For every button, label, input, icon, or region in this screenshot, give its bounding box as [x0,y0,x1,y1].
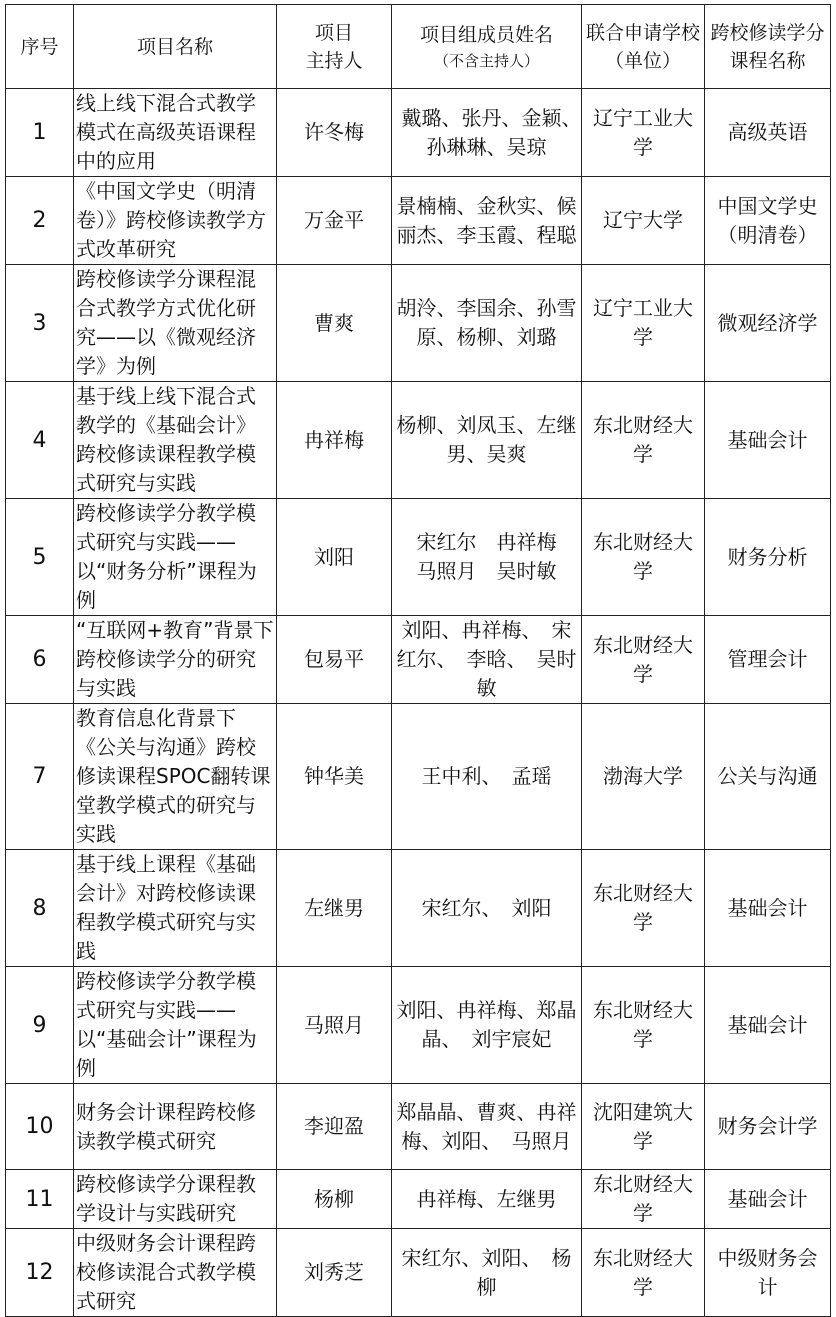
table-row [6,1170,831,1229]
row-school: 辽宁大学 [582,177,705,265]
header-members [392,5,582,89]
header-members-title: 项目组成员姓名 [419,23,553,46]
row-project-name: “互联网+教育”背景下跨校修读学分的研究与实践 [74,616,277,704]
row-project-name: 跨校修读学分教学模式研究与实践——以“财务分析”课程为例 [74,499,277,616]
table-row [6,89,831,177]
row-course: 财务分析 [705,499,831,616]
header-members-note: （不含主持人） [433,51,539,70]
row-project-name: 跨校修读学分课程教学设计与实践研究 [74,1170,277,1229]
row-members: 郑晶晶、曹爽、冉祥梅、刘阳、 马照月 [392,1084,582,1170]
row-course: 基础会计 [705,1170,831,1229]
row-seq: 1 [6,89,74,177]
row-course: 中国文学史（明清卷） [705,177,831,265]
row-project-name: 跨校修读学分教学模式研究与实践——以“基础会计”课程为例 [74,967,277,1084]
row-project-name: 基于线上课程《基础会计》对跨校修读课程教学模式研究与实践 [74,850,277,967]
row-members: 冉祥梅、左继男 [392,1170,582,1229]
row-host: 许冬梅 [277,89,392,177]
table-row [6,850,831,967]
row-school: 沈阳建筑大学 [582,1084,705,1170]
row-members: 胡泠、李国余、孙雪原、杨柳、刘璐 [392,265,582,382]
row-project-name: 《中国文学史（明清卷）》跨校修读教学方式改革研究 [74,177,277,265]
table-row [6,382,831,499]
row-host: 钟华美 [277,704,392,850]
row-course: 中级财务会计 [705,1229,831,1317]
row-host: 冉祥梅 [277,382,392,499]
row-host: 万金平 [277,177,392,265]
row-school: 渤海大学 [582,704,705,850]
row-members: 景楠楠、金秋实、候丽杰、李玉霞、程聪 [392,177,582,265]
row-seq: 3 [6,265,74,382]
table-row [6,704,831,850]
table-row [6,967,831,1084]
row-seq: 9 [6,967,74,1084]
row-seq: 6 [6,616,74,704]
project-table [5,4,831,1317]
row-school: 东北财经大学 [582,499,705,616]
header-project-name: 项目名称 [74,5,277,89]
row-school: 东北财经大学 [582,850,705,967]
row-school: 东北财经大学 [582,382,705,499]
row-host: 刘秀芝 [277,1229,392,1317]
table-row [6,499,831,616]
row-members: 杨柳、刘凤玉、左继男、吴爽 [392,382,582,499]
table-row [6,616,831,704]
row-host: 马照月 [277,967,392,1084]
row-seq: 5 [6,499,74,616]
header-seq: 序号 [6,5,74,89]
row-seq: 11 [6,1170,74,1229]
row-seq: 8 [6,850,74,967]
row-host: 左继男 [277,850,392,967]
row-course: 基础会计 [705,967,831,1084]
row-host: 李迎盈 [277,1084,392,1170]
row-project-name: 基于线上线下混合式教学的《基础会计》跨校修读课程教学模式研究与实践 [74,382,277,499]
table-row [6,1084,831,1170]
row-seq: 4 [6,382,74,499]
row-members: 戴璐、张丹、金颖、 孙琳琳、吴琼 [392,89,582,177]
row-school: 辽宁工业大学 [582,265,705,382]
row-school: 东北财经大学 [582,1170,705,1229]
row-course: 高级英语 [705,89,831,177]
header-host: 项目 主持人 [277,5,392,89]
row-host: 曹爽 [277,265,392,382]
row-project-name: 财务会计课程跨校修读教学模式研究 [74,1084,277,1170]
row-members: 刘阳、冉祥梅、郑晶晶、 刘宇宸妃 [392,967,582,1084]
row-course: 基础会计 [705,850,831,967]
row-project-name: 教育信息化背景下《公关与沟通》跨校修读课程SPOC翻转课堂教学模式的研究与实践 [74,704,277,850]
row-project-name: 中级财务会计课程跨校修读混合式教学模式研究 [74,1229,277,1317]
row-school: 东北财经大学 [582,967,705,1084]
table-row [6,1229,831,1317]
table-row [6,177,831,265]
row-course: 微观经济学 [705,265,831,382]
row-project-name: 跨校修读学分课程混合式教学方式优化研究——以《微观经济学》为例 [74,265,277,382]
row-course: 基础会计 [705,382,831,499]
row-course: 公关与沟通 [705,704,831,850]
row-members: 宋红尔、刘阳、 杨柳 [392,1229,582,1317]
header-course: 跨校修读学分 课程名称 [705,5,831,89]
row-seq: 2 [6,177,74,265]
row-school: 东北财经大学 [582,1229,705,1317]
row-members: 宋红尔 冉祥梅 马照月 吴时敏 [392,499,582,616]
row-course: 财务会计学 [705,1084,831,1170]
header-school: 联合申请学校（单位） [582,5,705,89]
row-seq: 7 [6,704,74,850]
row-host: 杨柳 [277,1170,392,1229]
row-members: 王中利、 孟瑶 [392,704,582,850]
row-project-name: 线上线下混合式教学模式在高级英语课程中的应用 [74,89,277,177]
row-host: 刘阳 [277,499,392,616]
row-course: 管理会计 [705,616,831,704]
table-row [6,265,831,382]
row-seq: 12 [6,1229,74,1317]
row-members: 刘阳、冉祥梅、 宋红尔、 李晗、 吴时敏 [392,616,582,704]
row-seq: 10 [6,1084,74,1170]
row-host: 包易平 [277,616,392,704]
row-school: 辽宁工业大学 [582,89,705,177]
row-members: 宋红尔、 刘阳 [392,850,582,967]
header-row [6,5,831,89]
row-school: 东北财经大学 [582,616,705,704]
